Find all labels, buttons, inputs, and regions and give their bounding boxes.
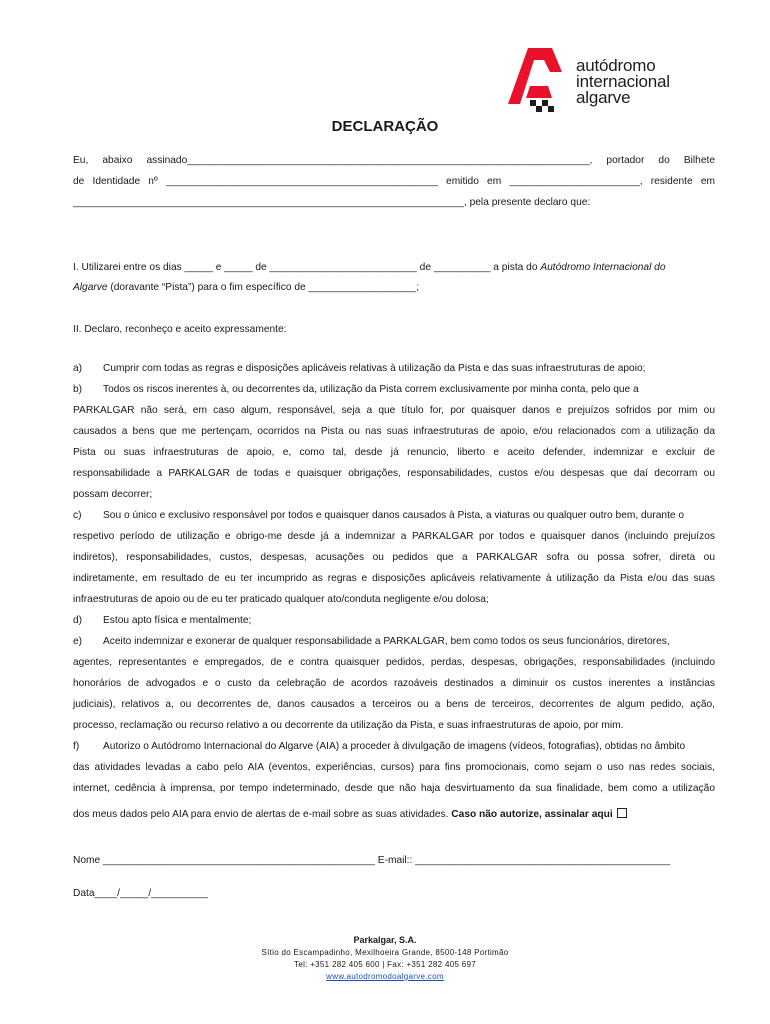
item-b-text: Todos os riscos inerentes à, ou decorrentes da, utilização da Pista correm exclusivamente por minha conta, pelo que a [103, 384, 639, 395]
item-b-line-3: causados a bens que me pertençam, ocorridos na Pista ou nas suas infraestruturas de apoio, e/ou relacionados com a utilização da [73, 426, 715, 437]
item-e-marker: e) [73, 636, 83, 647]
footer-contacts: Tel: +351 282 405 600 | Fax: +351 282 405 697 [294, 960, 476, 969]
item-c-line-2: respetivo período de utilização e obrigo-me desde já a indemnizar a PARKALGAR por todos e quaisquer danos (incluindo prejuízos [73, 531, 715, 542]
item-c-line-5: infraestruturas de apoio ou de eu ter praticado qualquer ato/conduta negligente e/ou dolosa; [73, 594, 489, 605]
item-a-marker: a) [73, 363, 83, 374]
item-d-text: Estou apto física e mentalmente; [103, 615, 252, 626]
name-email-line: Nome ________________________________________________ E-mail:: _____________________________________________ [73, 855, 671, 866]
logo-mark-icon [500, 42, 574, 112]
item-c-text: Sou o único e exclusivo responsável por todos e quaisquer danos causados à Pista, a viaturas ou qualquer outro bem, durante o [103, 510, 685, 521]
item-e-line-2: agentes, representantes e empregados, de e contra quaisquer pedidos, perdas, despesas, obrigações, responsabilidades (incluindo [73, 657, 715, 668]
brand-logo [500, 42, 700, 112]
item-f-line-3: internet, cedência à imprensa, por tempo indeterminado, desde que não haja desvirtuamento da sua finalidade, bem como a utilização [73, 783, 715, 794]
item-e-line-5: processo, reclamação ou recurso relativo a ou decorrente da utilização da Pista, e suas infraestruturas de apoio, por mim. [73, 720, 624, 731]
item-f-line-4 [73, 808, 715, 821]
item-b-line-2: PARKALGAR não será, em caso algum, responsável, seja a que título for, por quaisquer danos e prejuízos sofridos por mim ou [73, 405, 715, 416]
item-a-line-1 [73, 362, 715, 375]
section-1-text-b: Autódromo Internacional do [540, 262, 666, 273]
document-title: DECLARAÇÃO [331, 118, 439, 135]
item-b-line-5: responsabilidade a PARKALGAR de todas e quaisquer obrigações, responsabilidades, custos e/ou despesas que daí decorram ou [73, 468, 715, 479]
item-b-marker: b) [73, 384, 83, 395]
intro-line-3: _____________________________________________________________________, pela presente declaro que: [73, 197, 591, 208]
item-f-marker: f) [73, 741, 80, 752]
item-c-marker: c) [73, 510, 82, 521]
opt-out-checkbox[interactable] [617, 808, 627, 818]
section-1-text-a: I. Utilizarei entre os dias _____ e _____ de __________________________ de __________ a pista do [73, 262, 541, 273]
section-1-line-1 [73, 261, 715, 274]
section-1-line-2 [73, 281, 715, 294]
item-d-line-1 [73, 614, 715, 627]
item-c-line-3: indiretos), responsabilidades, custos, despesas, acusações ou pedidos que a PARKALGAR sofra ou possa sofrer, direta ou [73, 552, 715, 563]
item-c-line-1 [73, 509, 715, 522]
item-e-line-1 [73, 635, 715, 648]
item-f-consent-text: dos meus dados pelo AIA para envio de alertas de e-mail sobre as suas atividades. [73, 809, 452, 820]
item-a-text: Cumprir com todas as regras e disposições aplicáveis relativas à utilização da Pista e das suas infraestruturas de apoio; [103, 363, 646, 374]
logo-line-2: internacional [576, 72, 670, 91]
item-b-line-6: possam decorrer; [73, 489, 153, 500]
item-e-line-4: judiciais), relativos a, ou decorrentes de, danos causados a terceiros ou a bens de terceiros, decorrentes de algum pedido, ação, [73, 699, 715, 710]
date-line: Data____/_____/__________ [73, 888, 208, 899]
logo-wordmark [576, 58, 670, 106]
item-e-text: Aceito indemnizar e exonerar de qualquer responsabilidade a PARKALGAR, bem como todos os seus funcionários, diretores, [103, 636, 670, 647]
footer-address: Sítio do Escampadinho, Mexilhoeira Grande, 8500-148 Portimão [261, 948, 509, 957]
logo-line-3: algarve [576, 88, 631, 107]
item-f-line-1 [73, 740, 715, 753]
item-e-line-3: honorários de advogados e o custo da celebração de acordos razoáveis destinados a diminuir os custos inerentes a instâncias [73, 678, 715, 689]
section-1-text-c: Algarve [73, 282, 108, 293]
item-b-line-1 [73, 383, 715, 396]
item-f-text: Autorizo o Autódromo Internacional do Algarve (AIA) a proceder à divulgação de imagens (vídeos, fotografias), obtidas no âmbito [103, 741, 686, 752]
footer-website-link[interactable]: www.autodromodoalgarve.com [326, 972, 444, 981]
item-c-line-4: indiretamente, em resultado de eu ter incumprido as regras e disposições aplicáveis relativamente à utilização da Pista e/ou das suas [73, 573, 715, 584]
logo-line-1: autódromo [576, 56, 656, 75]
item-b-line-4: Pista ou suas infraestruturas de apoio, e, como tal, desde já renuncio, liberto e aceito defender, indemnizar e excluir de [73, 447, 715, 458]
intro-line-1: Eu, abaixo assinado_______________________________________________________________________, portador do Bilhete [73, 155, 715, 166]
intro-line-2: de Identidade nº ________________________________________________ emitido em _______________________, residente em [73, 176, 715, 187]
item-f-opt-out-label: Caso não autorize, assinalar aqui [451, 809, 613, 820]
section-1-text-d: (doravante “Pista”) para o fim específico de ___________________; [107, 282, 420, 293]
item-d-marker: d) [73, 615, 83, 626]
footer-company: Parkalgar, S.A. [353, 935, 417, 945]
item-f-line-2: das atividades levadas a cabo pelo AIA (eventos, experiências, cursos) para fins promocionais, como sejam o uso nas redes sociais, [73, 762, 715, 773]
section-2-heading: II. Declaro, reconheço e aceito expressamente: [73, 324, 287, 335]
